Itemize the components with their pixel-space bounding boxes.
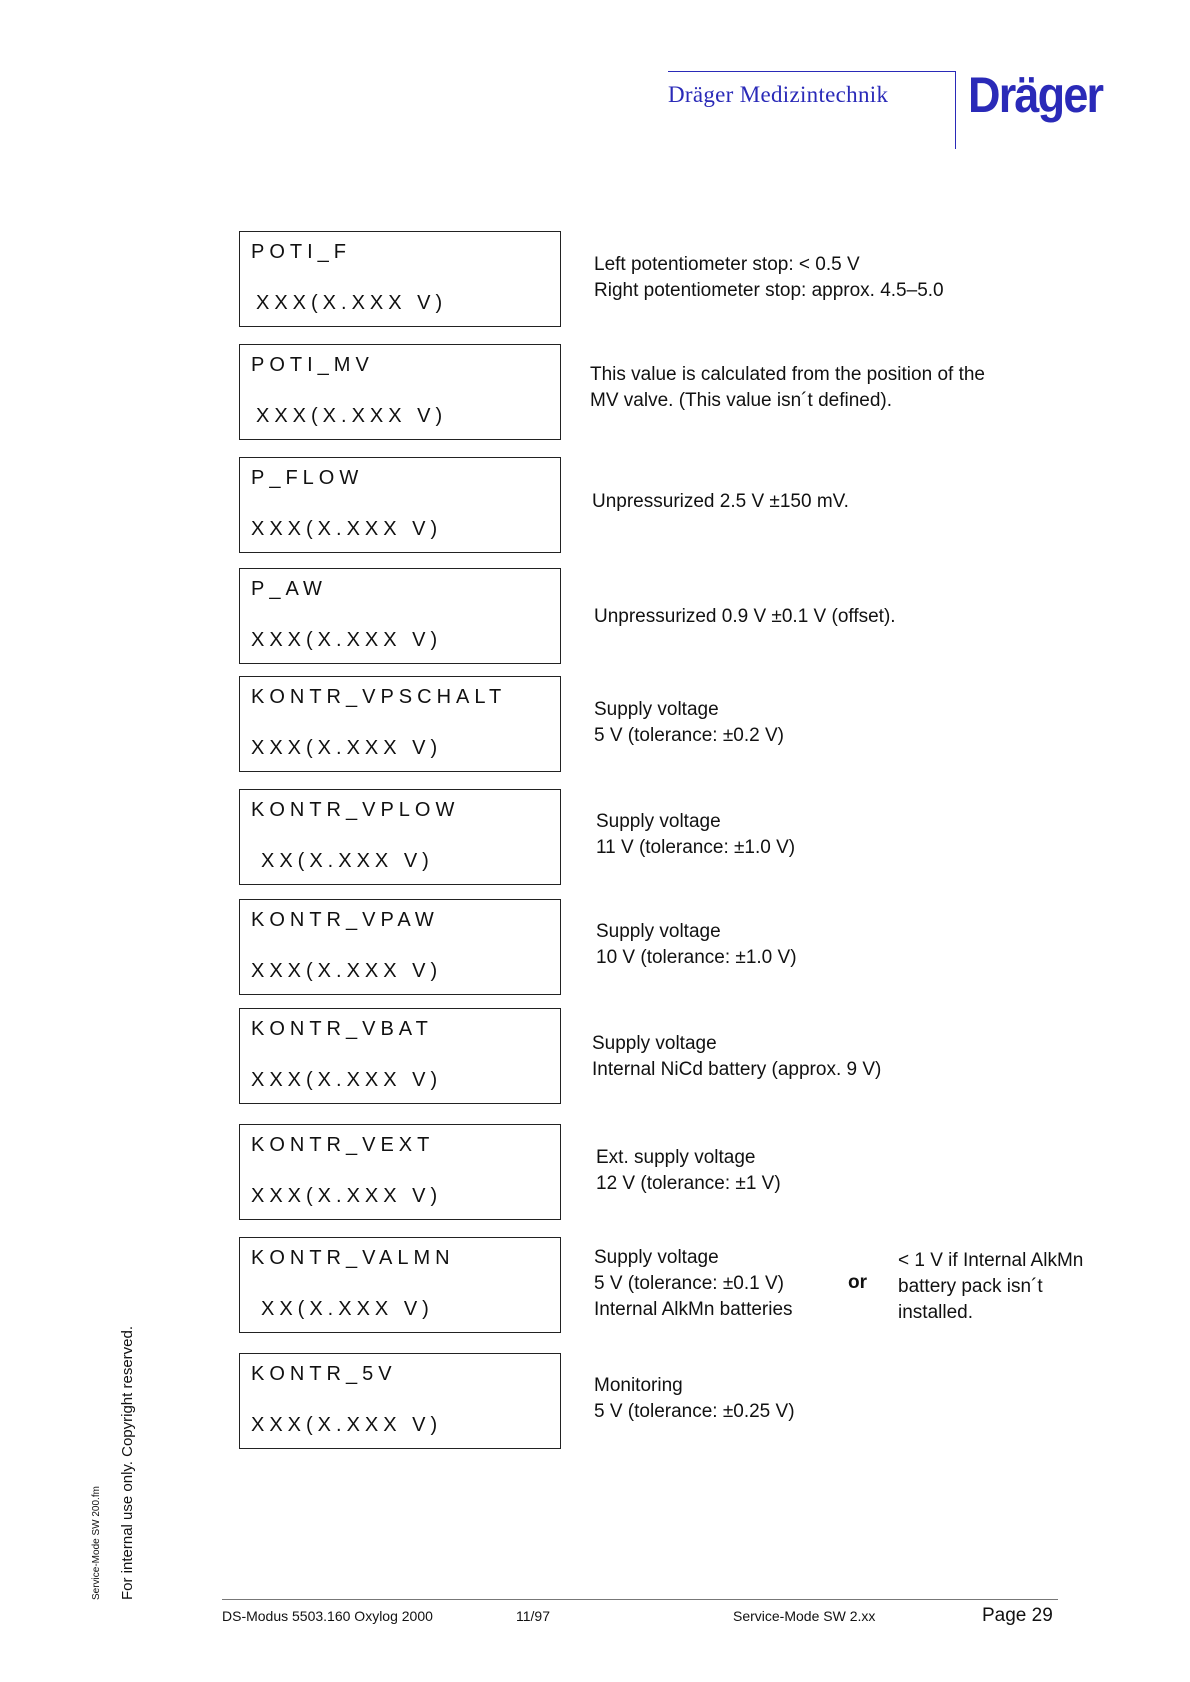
- param-box-kontr-5v: [239, 1353, 561, 1449]
- param-value: XX(X.XXX V): [261, 1298, 434, 1320]
- param-box-p-flow: [239, 457, 561, 553]
- description-kontr-vbat: [592, 1031, 881, 1083]
- param-box-kontr-vbat: [239, 1008, 561, 1104]
- description-line: This value is calculated from the position of the: [590, 364, 985, 385]
- param-value: XX(X.XXX V): [261, 850, 434, 872]
- param-label: KONTR_5V: [251, 1363, 397, 1385]
- description-line: Unpressurized 2.5 V ±150 mV.: [592, 491, 849, 512]
- description-poti-mv: [590, 362, 985, 414]
- description-kontr-vplow: [596, 809, 795, 861]
- param-label: P_FLOW: [251, 467, 364, 489]
- param-value: XXX(X.XXX V): [256, 292, 448, 314]
- param-label: KONTR_VPLOW: [251, 799, 460, 821]
- note-line: battery pack isn´t: [898, 1276, 1043, 1297]
- description-kontr-vext: [596, 1145, 781, 1197]
- footer-doc: DS-Modus 5503.160 Oxylog 2000: [222, 1608, 433, 1624]
- description-line: Unpressurized 0.9 V ±0.1 V (offset).: [594, 606, 896, 627]
- param-box-kontr-vplow: [239, 789, 561, 885]
- param-box-kontr-vpaw: [239, 899, 561, 995]
- description-line: 5 V (tolerance: ±0.2 V): [594, 725, 784, 746]
- description-line: Left potentiometer stop: < 0.5 V: [594, 254, 860, 275]
- description-line: 11 V (tolerance: ±1.0 V): [596, 837, 796, 858]
- description-line: 10 V (tolerance: ±1.0 V): [596, 947, 797, 968]
- or-label: or: [848, 1272, 867, 1293]
- description-line: 12 V (tolerance: ±1 V): [596, 1173, 781, 1194]
- file-name: Service-Mode SW 200.fm: [91, 1486, 102, 1600]
- valmn-note: [898, 1248, 1083, 1326]
- header-rule: [668, 71, 956, 72]
- param-box-kontr-vpschalt: [239, 676, 561, 772]
- param-label: KONTR_VALMN: [251, 1247, 455, 1269]
- description-line: 5 V (tolerance: ±0.1 V): [594, 1273, 784, 1294]
- param-value: XXX(X.XXX V): [251, 737, 443, 759]
- footer-rule: [222, 1599, 1058, 1600]
- param-value: XXX(X.XXX V): [251, 1069, 443, 1091]
- footer-date: 11/97: [516, 1608, 550, 1624]
- header-divider: [955, 71, 956, 149]
- description-line: Supply voltage: [596, 811, 721, 832]
- description-line: Supply voltage: [594, 699, 719, 720]
- param-value: XXX(X.XXX V): [251, 1185, 443, 1207]
- param-value: XXX(X.XXX V): [251, 518, 443, 540]
- param-label: KONTR_VPAW: [251, 909, 439, 931]
- param-value: XXX(X.XXX V): [251, 960, 443, 982]
- param-box-kontr-vext: [239, 1124, 561, 1220]
- param-box-poti-f: [239, 231, 561, 327]
- description-kontr-vpschalt: [594, 697, 784, 749]
- description-line: Internal AlkMn batteries: [594, 1299, 793, 1320]
- description-line: MV valve. (This value isn´t defined).: [590, 390, 893, 411]
- description-kontr-valmn: [594, 1245, 793, 1323]
- param-box-p-aw: [239, 568, 561, 664]
- description-poti-f: [594, 252, 944, 304]
- footer-mode: Service-Mode SW 2.xx: [733, 1608, 876, 1624]
- drager-logo: Dräger: [968, 67, 1103, 123]
- param-value: XXX(X.XXX V): [256, 405, 448, 427]
- description-p-aw: [594, 604, 896, 630]
- param-value: XXX(X.XXX V): [251, 1414, 443, 1436]
- note-line: < 1 V if Internal AlkMn: [898, 1250, 1084, 1271]
- description-line: Monitoring: [594, 1375, 683, 1396]
- company-name: Dräger Medizintechnik: [668, 82, 889, 107]
- param-label: POTI_F: [251, 241, 352, 263]
- page-number: Page 29: [982, 1605, 1053, 1626]
- description-line: Ext. supply voltage: [596, 1147, 756, 1168]
- param-label: POTI_MV: [251, 354, 374, 376]
- param-label: KONTR_VEXT: [251, 1134, 435, 1156]
- description-line: 5 V (tolerance: ±0.25 V): [594, 1401, 795, 1422]
- description-line: Supply voltage: [594, 1247, 719, 1268]
- param-label: P_AW: [251, 578, 327, 600]
- param-box-poti-mv: [239, 344, 561, 440]
- copyright-note: For internal use only. Copyright reserved.: [119, 1325, 136, 1600]
- description-line: Internal NiCd battery (approx. 9 V): [592, 1059, 882, 1080]
- param-label: KONTR_VPSCHALT: [251, 686, 507, 708]
- param-label: KONTR_VBAT: [251, 1018, 433, 1040]
- description-p-flow: [592, 489, 849, 515]
- param-value: XXX(X.XXX V): [251, 629, 443, 651]
- description-line: Right potentiometer stop: approx. 4.5–5.0: [594, 280, 944, 301]
- description-kontr-5v: [594, 1373, 795, 1425]
- description-line: Supply voltage: [596, 921, 721, 942]
- note-line: installed.: [898, 1302, 973, 1323]
- description-line: Supply voltage: [592, 1033, 717, 1054]
- param-box-kontr-valmn: [239, 1237, 561, 1333]
- description-kontr-vpaw: [596, 919, 797, 971]
